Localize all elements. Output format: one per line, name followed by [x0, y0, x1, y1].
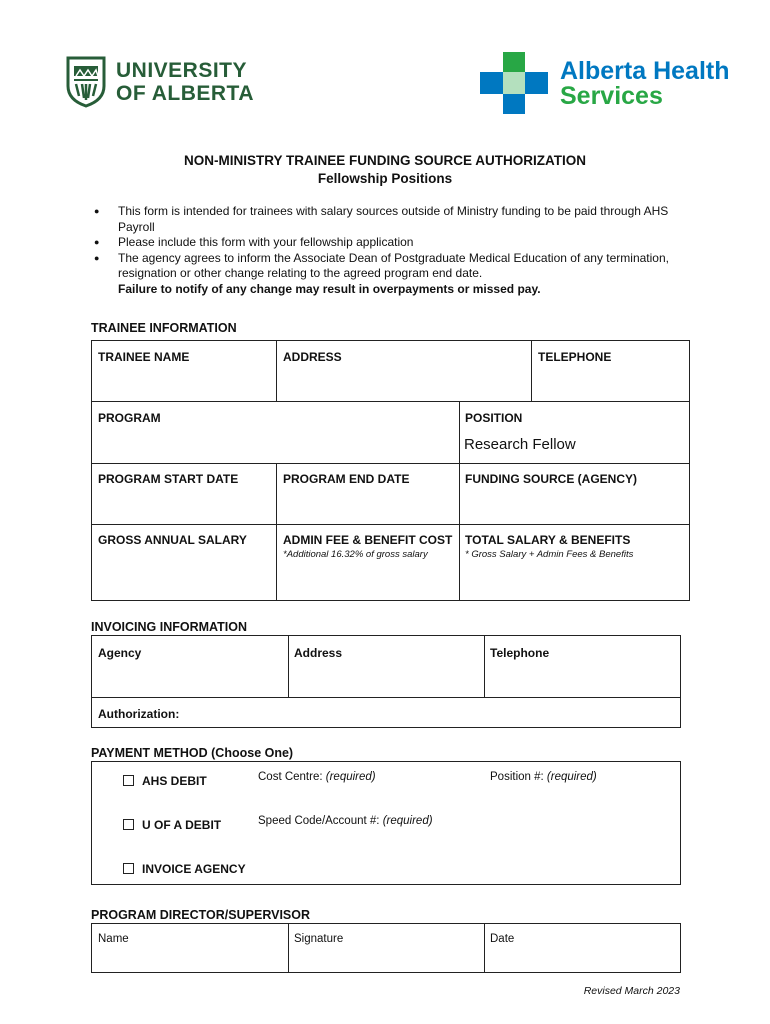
- ua-shield-icon: [66, 56, 106, 108]
- cost-centre-label: Cost Centre:: [258, 771, 323, 783]
- invoice-address-field[interactable]: Address: [294, 646, 343, 660]
- form-subtitle: Fellowship Positions: [317, 171, 453, 186]
- director-signature-field[interactable]: Signature: [294, 933, 344, 945]
- instruction-item: ● This form is intended for trainees with salary sources outside of Ministry funding to be paid through AHS Payroll: [90, 204, 690, 235]
- invoicing-info-table: [91, 635, 681, 728]
- ua-wordmark: [116, 59, 254, 105]
- program-field[interactable]: PROGRAM: [98, 411, 161, 425]
- director-name-field[interactable]: Name: [98, 933, 129, 945]
- admin-fee-note: *Additional 16.32% of gross salary: [283, 549, 428, 560]
- ahs-line2: Services: [560, 82, 663, 110]
- invoice-telephone-field[interactable]: Telephone: [490, 646, 550, 660]
- instruction-item: ● The agency agrees to inform the Associate Dean of Postgraduate Medical Education of any termination, resignation or other change relating to the agreed program end date.: [90, 251, 690, 282]
- position-number-label: Position #:: [490, 771, 544, 783]
- invoice-agency-label: INVOICE AGENCY: [142, 862, 246, 876]
- trainee-name-field[interactable]: TRAINEE NAME: [98, 350, 190, 364]
- ahs-cross-icon: [480, 52, 550, 116]
- funding-source-field[interactable]: FUNDING SOURCE (AGENCY): [465, 472, 638, 486]
- trainee-info-table: [91, 340, 690, 601]
- university-of-alberta-logo: [66, 56, 254, 108]
- ua-line2: OF ALBERTA: [116, 82, 254, 105]
- revised-date: Revised March 2023: [583, 985, 680, 997]
- ua-debit-label: U OF A DEBIT: [142, 818, 222, 832]
- cost-centre-field[interactable]: [258, 771, 376, 783]
- speed-code-field[interactable]: [258, 815, 433, 827]
- instructions-list: [90, 204, 690, 297]
- telephone-field[interactable]: TELEPHONE: [538, 350, 612, 364]
- payment-method-box: [91, 761, 681, 885]
- ahs-debit-label: AHS DEBIT: [142, 774, 207, 788]
- position-number-field[interactable]: [490, 771, 597, 783]
- form-title-line1: NON-MINISTRY TRAINEE FUNDING SOURCE AUTHORIZATION: [184, 153, 586, 168]
- cost-centre-required: (required): [325, 771, 376, 783]
- form-title: [0, 152, 770, 188]
- program-end-date-field[interactable]: PROGRAM END DATE: [283, 472, 410, 486]
- instruction-item: ● Please include this form with your fellowship application: [90, 235, 690, 251]
- director-date-field[interactable]: Date: [490, 933, 515, 945]
- position-label: POSITION: [465, 411, 523, 425]
- position-value[interactable]: Research Fellow: [464, 436, 576, 453]
- program-director-table: [91, 923, 681, 973]
- gross-annual-salary-field[interactable]: GROSS ANNUAL SALARY: [98, 533, 247, 547]
- invoicing-info-heading: INVOICING INFORMATION: [91, 620, 248, 634]
- program-start-date-field[interactable]: PROGRAM START DATE: [98, 472, 239, 486]
- position-number-required: (required): [546, 771, 597, 783]
- total-salary-field[interactable]: TOTAL SALARY & BENEFITS: [465, 533, 631, 547]
- ua-debit-checkbox[interactable]: [123, 819, 134, 830]
- ahs-debit-checkbox[interactable]: [123, 775, 134, 786]
- address-field[interactable]: ADDRESS: [283, 350, 342, 364]
- ahs-line1: Alberta Health: [560, 57, 730, 85]
- instruction-warning: Failure to notify of any change may result in overpayments or missed pay.: [118, 281, 541, 296]
- speed-code-required: (required): [382, 815, 433, 827]
- ua-line1: UNIVERSITY: [116, 59, 248, 82]
- trainee-info-heading: TRAINEE INFORMATION: [91, 321, 237, 335]
- agency-field[interactable]: Agency: [98, 646, 142, 660]
- authorization-field[interactable]: Authorization:: [98, 707, 180, 721]
- payment-method-heading: PAYMENT METHOD (Choose One): [91, 746, 294, 760]
- program-director-heading: PROGRAM DIRECTOR/SUPERVISOR: [91, 908, 311, 922]
- speed-code-label: Speed Code/Account #:: [258, 815, 380, 827]
- ahs-wordmark: [560, 59, 729, 109]
- total-salary-note: * Gross Salary + Admin Fees & Benefits: [465, 549, 634, 560]
- invoice-agency-checkbox[interactable]: [123, 863, 134, 874]
- admin-fee-field[interactable]: ADMIN FEE & BENEFIT COST: [283, 533, 453, 547]
- alberta-health-services-logo: [480, 52, 729, 116]
